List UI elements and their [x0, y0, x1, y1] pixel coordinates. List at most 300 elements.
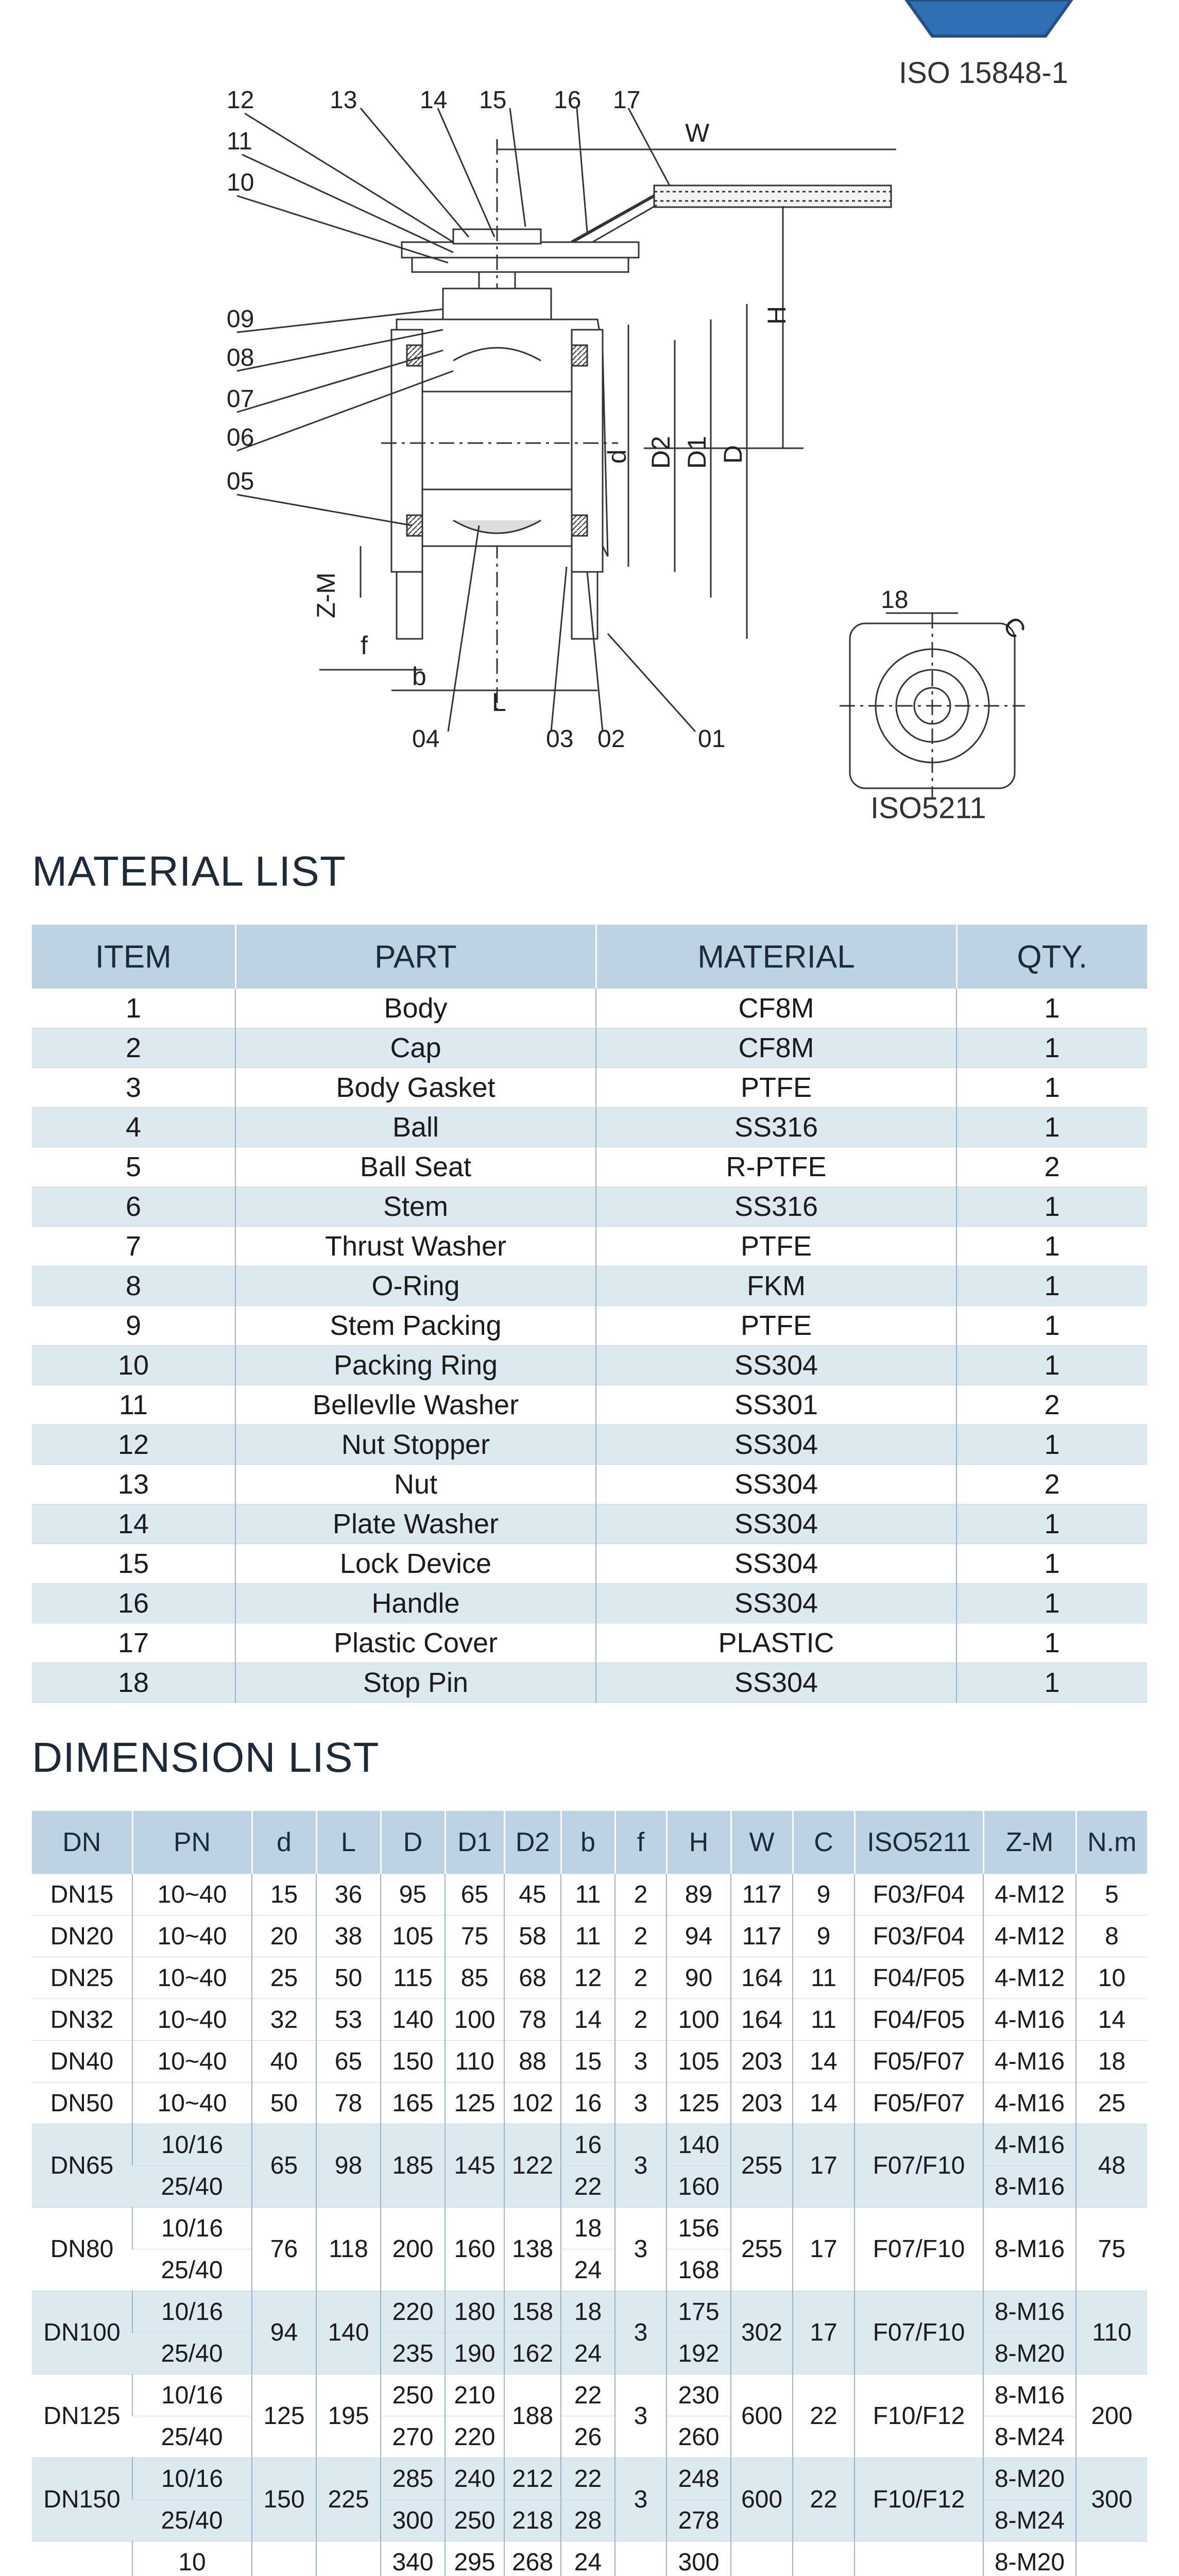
dim-b: b — [412, 662, 426, 691]
dimension-cell: 270 — [381, 2416, 445, 2458]
dimension-cell: 145 — [445, 2124, 504, 2208]
callout-02: 02 — [597, 725, 625, 753]
dimension-cell: 4-M16 — [983, 2124, 1076, 2166]
dimension-row — [32, 1999, 1147, 2041]
cell-qty: 1 — [956, 1108, 1147, 1147]
dimension-cell: 100 — [667, 1999, 731, 2041]
dimension-cell — [793, 2541, 855, 2576]
cell-qty: 2 — [956, 1147, 1147, 1187]
dimension-cell: 65 — [252, 2124, 316, 2208]
header-d2: D2 — [504, 1811, 561, 1874]
dimension-row — [32, 2541, 1147, 2576]
cell-material: SS304 — [596, 1663, 956, 1703]
material-row — [32, 1465, 1147, 1504]
dimension-cell: 4-M12 — [983, 1957, 1076, 1999]
dimension-cell: 190 — [445, 2333, 504, 2375]
dimension-cell: 140 — [381, 1999, 445, 2041]
material-row — [32, 1068, 1147, 1108]
cell-item: 1 — [32, 989, 235, 1028]
dimension-cell: 16 — [561, 2082, 615, 2124]
cell-part: Cap — [235, 1028, 596, 1068]
dimension-cell — [1076, 2541, 1147, 2576]
material-row — [32, 1108, 1147, 1147]
material-row — [32, 1425, 1147, 1465]
callout-13: 13 — [330, 87, 357, 114]
dimension-cell: 22 — [561, 2375, 615, 2416]
dimension-cell: F05/F07 — [855, 2082, 983, 2124]
cell-item: 14 — [32, 1504, 235, 1544]
dimension-cell: DN100 — [32, 2291, 132, 2375]
dimension-cell: F04/F05 — [855, 1999, 983, 2041]
dimension-cell: 268 — [504, 2541, 561, 2576]
dimension-cell: 17 — [793, 2291, 855, 2375]
dimension-cell: 125 — [252, 2375, 316, 2458]
dimension-cell: 4-M16 — [983, 2082, 1076, 2124]
material-row — [32, 1663, 1147, 1703]
cell-item: 15 — [32, 1544, 235, 1584]
dimension-cell: 105 — [381, 1916, 445, 1957]
dimension-cell: F07/F10 — [855, 2291, 983, 2375]
header-d: d — [252, 1811, 316, 1874]
dimension-cell: 8-M16 — [983, 2208, 1076, 2291]
dimension-cell: 8-M24 — [983, 2416, 1076, 2458]
dimension-cell: 300 — [1076, 2458, 1147, 2541]
dimension-cell — [316, 2541, 381, 2576]
header-dn: DN — [32, 1811, 132, 1874]
cell-qty: 1 — [956, 1306, 1147, 1346]
material-row — [32, 1306, 1147, 1346]
dimension-cell: 32 — [252, 1999, 316, 2041]
header-d: D — [381, 1811, 445, 1874]
dimension-cell: 125 — [445, 2082, 504, 2124]
dimension-cell: 2 — [615, 1957, 667, 1999]
callout-15: 15 — [479, 87, 507, 114]
dimension-row — [32, 2082, 1147, 2124]
cell-item: 13 — [32, 1465, 235, 1504]
dimension-cell: 248 — [667, 2458, 731, 2500]
cell-material: SS304 — [596, 1544, 956, 1584]
cell-qty: 1 — [956, 1266, 1147, 1306]
dimension-cell: F07/F10 — [855, 2208, 983, 2291]
cell-item: 2 — [32, 1028, 235, 1068]
dim-f: f — [361, 631, 368, 660]
header-part: PART — [235, 925, 596, 989]
dimension-cell: 278 — [667, 2500, 731, 2541]
dimension-cell: 95 — [381, 1874, 445, 1916]
material-row — [32, 1266, 1147, 1306]
valve-drawing — [0, 0, 1179, 835]
header-item: ITEM — [32, 925, 235, 989]
cell-part: Body Gasket — [235, 1068, 596, 1108]
dim-H: H — [762, 306, 791, 325]
cell-part: Plate Washer — [235, 1504, 596, 1544]
callout-01: 01 — [698, 725, 726, 753]
cell-material: PTFE — [596, 1306, 956, 1346]
dimension-cell: 90 — [667, 1957, 731, 1999]
cell-part: Packing Ring — [235, 1346, 596, 1385]
dim-ZM: Z-M — [312, 572, 340, 618]
dimension-cell: 10 — [1076, 1957, 1147, 1999]
callout-17: 17 — [613, 87, 641, 114]
cell-part: Nut Stopper — [235, 1425, 596, 1465]
dimension-cell: 14 — [793, 2041, 855, 2082]
iso-15848-label: ISO 15848-1 — [899, 56, 1068, 90]
dimension-cell: 200 — [381, 2208, 445, 2291]
dimension-cell: 36 — [316, 1874, 381, 1916]
dimension-cell: 10~40 — [132, 1999, 252, 2041]
material-header-row — [32, 925, 1147, 989]
dimension-cell: 10/16 — [132, 2375, 252, 2416]
dimension-cell: DN50 — [32, 2082, 132, 2124]
dimension-cell: F10/F12 — [855, 2375, 983, 2458]
header-zm: Z-M — [983, 1811, 1076, 1874]
material-row — [32, 1227, 1147, 1266]
dimension-cell: 8-M20 — [983, 2541, 1076, 2576]
dimension-cell: 17 — [793, 2124, 855, 2208]
header-pn: PN — [132, 1811, 252, 1874]
cell-part: Stop Pin — [235, 1663, 596, 1703]
dimension-cell: F10/F12 — [855, 2458, 983, 2541]
cell-item: 10 — [32, 1346, 235, 1385]
cell-material: PTFE — [596, 1068, 956, 1108]
material-row — [32, 1584, 1147, 1623]
dimension-cell: 10/16 — [132, 2458, 252, 2500]
cell-material: FKM — [596, 1266, 956, 1306]
callout-09: 09 — [227, 306, 254, 333]
dimension-cell: 12 — [561, 1957, 615, 1999]
material-row — [32, 1504, 1147, 1544]
dimension-cell: F07/F10 — [855, 2124, 983, 2208]
dimension-cell: 3 — [615, 2208, 667, 2291]
material-list-title: MATERIAL LIST — [32, 848, 346, 895]
dimension-cell — [32, 2541, 132, 2576]
cell-item: 4 — [32, 1108, 235, 1147]
dimension-cell: 94 — [667, 1916, 731, 1957]
dimension-cell: 110 — [445, 2041, 504, 2082]
dimension-table — [32, 1811, 1147, 2576]
dimension-cell: 75 — [445, 1916, 504, 1957]
dimension-cell: 150 — [381, 2041, 445, 2082]
dimension-cell: F05/F07 — [855, 2041, 983, 2082]
header-iso5211: ISO5211 — [855, 1811, 983, 1874]
dim-L: L — [492, 688, 506, 717]
dimension-cell: 117 — [731, 1874, 793, 1916]
dimension-cell: 188 — [504, 2375, 561, 2458]
dimension-cell: 17 — [793, 2208, 855, 2291]
cell-qty: 1 — [956, 1623, 1147, 1663]
dimension-cell: 45 — [504, 1874, 561, 1916]
dimension-cell: 156 — [667, 2208, 731, 2249]
material-row — [32, 1028, 1147, 1068]
dimension-cell: 25/40 — [132, 2416, 252, 2458]
dimension-cell: 24 — [561, 2541, 615, 2576]
cell-material: SS304 — [596, 1584, 956, 1623]
dimension-cell: 285 — [381, 2458, 445, 2500]
dimension-cell: 40 — [252, 2041, 316, 2082]
header-b: b — [561, 1811, 615, 1874]
cell-qty: 1 — [956, 1584, 1147, 1623]
dimension-cell: 4-M16 — [983, 2041, 1076, 2082]
dimension-cell: 28 — [561, 2500, 615, 2541]
dimension-cell — [615, 2541, 667, 2576]
dimension-cell: 110 — [1076, 2291, 1147, 2375]
material-row — [32, 1385, 1147, 1425]
dimension-cell: 160 — [445, 2208, 504, 2291]
dimension-cell: 8-M16 — [983, 2375, 1076, 2416]
dimension-cell: 22 — [561, 2166, 615, 2208]
dimension-cell: 100 — [445, 1999, 504, 2041]
header-l: L — [316, 1811, 381, 1874]
dimension-cell: 3 — [615, 2458, 667, 2541]
dimension-row — [32, 2375, 1147, 2416]
dimension-cell: 300 — [667, 2541, 731, 2576]
dimension-cell: 255 — [731, 2208, 793, 2291]
dimension-cell: 3 — [615, 2375, 667, 2458]
dimension-cell: 25/40 — [132, 2249, 252, 2291]
dimension-cell: 150 — [252, 2458, 316, 2541]
dimension-cell: 94 — [252, 2291, 316, 2375]
dimension-row — [32, 2124, 1147, 2166]
dimension-cell: 16 — [561, 2124, 615, 2166]
dimension-cell: 24 — [561, 2333, 615, 2375]
dimension-cell: 11 — [793, 1999, 855, 2041]
dimension-cell: 4-M12 — [983, 1874, 1076, 1916]
dimension-cell: 25/40 — [132, 2166, 252, 2208]
cell-part: Ball — [235, 1108, 596, 1147]
dimension-cell: 65 — [316, 2041, 381, 2082]
dimension-cell: 8 — [1076, 1916, 1147, 1957]
dimension-cell: 24 — [561, 2249, 615, 2291]
header-d1: D1 — [445, 1811, 504, 1874]
cell-qty: 1 — [956, 1544, 1147, 1584]
dimension-row — [32, 1957, 1147, 1999]
dimension-cell: 8-M24 — [983, 2500, 1076, 2541]
dimension-cell: 2 — [615, 1916, 667, 1957]
cell-material: SS304 — [596, 1465, 956, 1504]
dimension-cell: 88 — [504, 2041, 561, 2082]
dimension-cell: 68 — [504, 1957, 561, 1999]
dimension-cell: 48 — [1076, 2124, 1147, 2208]
dimension-cell: 78 — [504, 1999, 561, 2041]
dimension-row — [32, 1916, 1147, 1957]
cell-item: 8 — [32, 1266, 235, 1306]
cell-material: R-PTFE — [596, 1147, 956, 1187]
dimension-cell: 22 — [793, 2458, 855, 2541]
dimension-cell: 260 — [667, 2416, 731, 2458]
dimension-row — [32, 2208, 1147, 2249]
cell-qty: 1 — [956, 1504, 1147, 1544]
cell-material: PLASTIC — [596, 1623, 956, 1663]
dimension-cell: 220 — [445, 2416, 504, 2458]
dimension-row — [32, 2041, 1147, 2082]
dimension-cell: 203 — [731, 2041, 793, 2082]
dimension-cell: 15 — [561, 2041, 615, 2082]
dim-W: W — [685, 118, 710, 147]
dim-D2: D2 — [646, 436, 675, 469]
callout-14: 14 — [420, 87, 448, 114]
dimension-cell: 14 — [793, 2082, 855, 2124]
dimension-cell: 160 — [667, 2166, 731, 2208]
cell-part: Ball Seat — [235, 1147, 596, 1187]
dimension-cell: 165 — [381, 2082, 445, 2124]
iso-5211-label: ISO5211 — [870, 791, 986, 825]
dimension-cell: 75 — [1076, 2208, 1147, 2291]
dimension-cell: DN125 — [32, 2375, 132, 2458]
cell-part: Lock Device — [235, 1544, 596, 1584]
dimension-cell: 25/40 — [132, 2333, 252, 2375]
dimension-cell: DN32 — [32, 1999, 132, 2041]
dimension-cell: F04/F05 — [855, 1957, 983, 1999]
dimension-cell: 25/40 — [132, 2500, 252, 2541]
dimension-cell: 220 — [381, 2291, 445, 2333]
cell-item: 17 — [32, 1623, 235, 1663]
dimension-cell: 300 — [381, 2500, 445, 2541]
dimension-cell: 25 — [252, 1957, 316, 1999]
dimension-cell: DN40 — [32, 2041, 132, 2082]
cell-item: 6 — [32, 1187, 235, 1227]
dimension-cell: 125 — [667, 2082, 731, 2124]
dimension-cell: 162 — [504, 2333, 561, 2375]
callout-08: 08 — [227, 344, 254, 371]
dimension-cell: 10~40 — [132, 1916, 252, 1957]
dimension-cell: 250 — [445, 2500, 504, 2541]
dimension-cell: 18 — [1076, 2041, 1147, 2082]
dimension-cell: 10/16 — [132, 2208, 252, 2249]
dimension-cell: 102 — [504, 2082, 561, 2124]
material-row — [32, 989, 1147, 1028]
dimension-cell: 5 — [1076, 1874, 1147, 1916]
material-row — [32, 1147, 1147, 1187]
dimension-cell: 118 — [316, 2208, 381, 2291]
dimension-cell: 230 — [667, 2375, 731, 2416]
cell-material: CF8M — [596, 1028, 956, 1068]
cell-item: 9 — [32, 1306, 235, 1346]
dimension-cell: 2 — [615, 1999, 667, 2041]
dimension-cell: 295 — [445, 2541, 504, 2576]
cell-item: 7 — [32, 1227, 235, 1266]
dimension-cell: 210 — [445, 2375, 504, 2416]
cell-item: 3 — [32, 1068, 235, 1108]
callout-18: 18 — [881, 586, 909, 614]
cell-part: Plastic Cover — [235, 1623, 596, 1663]
dimension-cell: 10~40 — [132, 2082, 252, 2124]
callout-12: 12 — [227, 87, 254, 114]
cell-material: SS304 — [596, 1504, 956, 1544]
dimension-cell: 175 — [667, 2291, 731, 2333]
dimension-cell: 164 — [731, 1999, 793, 2041]
dimension-cell: 185 — [381, 2124, 445, 2208]
cell-material: SS304 — [596, 1425, 956, 1465]
dimension-cell: 10~40 — [132, 1957, 252, 1999]
material-row — [32, 1623, 1147, 1663]
dimension-cell: 600 — [731, 2458, 793, 2541]
dimension-cell: 138 — [504, 2208, 561, 2291]
dimension-cell: 18 — [561, 2208, 615, 2249]
dimension-cell: 85 — [445, 1957, 504, 1999]
callout-05: 05 — [227, 468, 254, 495]
header-c: C — [793, 1811, 855, 1874]
dimension-cell: 250 — [381, 2375, 445, 2416]
dimension-cell: 340 — [381, 2541, 445, 2576]
dim-C: C — [997, 611, 1032, 644]
dimension-cell: 98 — [316, 2124, 381, 2208]
dimension-cell: 168 — [667, 2249, 731, 2291]
dimension-row — [32, 1874, 1147, 1916]
header-w: W — [731, 1811, 793, 1874]
dimension-cell: 58 — [504, 1916, 561, 1957]
cell-material: SS316 — [596, 1187, 956, 1227]
cell-material: SS301 — [596, 1385, 956, 1425]
dimension-cell: F03/F04 — [855, 1874, 983, 1916]
dimension-cell: 20 — [252, 1916, 316, 1957]
header-h: H — [667, 1811, 731, 1874]
cell-item: 18 — [32, 1663, 235, 1703]
dimension-cell: 4-M16 — [983, 1999, 1076, 2041]
dimension-cell: 10/16 — [132, 2291, 252, 2333]
cell-qty: 1 — [956, 1187, 1147, 1227]
material-row — [32, 1346, 1147, 1385]
dimension-cell — [855, 2541, 983, 2576]
dimension-cell: 117 — [731, 1916, 793, 1957]
dimension-cell: 76 — [252, 2208, 316, 2291]
cell-material: SS316 — [596, 1108, 956, 1147]
cell-part: Handle — [235, 1584, 596, 1623]
dimension-cell: 158 — [504, 2291, 561, 2333]
cell-qty: 1 — [956, 1425, 1147, 1465]
dimension-cell: 18 — [561, 2291, 615, 2333]
callout-07: 07 — [227, 385, 254, 413]
dimension-cell: DN150 — [32, 2458, 132, 2541]
dimension-cell: 3 — [615, 2082, 667, 2124]
dimension-cell: 38 — [316, 1916, 381, 1957]
material-row — [32, 1187, 1147, 1227]
dimension-cell: 65 — [445, 1874, 504, 1916]
dim-D1: D1 — [682, 436, 711, 469]
dimension-cell: 164 — [731, 1957, 793, 1999]
dimension-cell: 50 — [252, 2082, 316, 2124]
dimension-cell: 122 — [504, 2124, 561, 2208]
cell-part: Nut — [235, 1465, 596, 1504]
dimension-cell: 140 — [667, 2124, 731, 2166]
dimension-cell: 10 — [132, 2541, 252, 2576]
dimension-cell: 600 — [731, 2375, 793, 2458]
dimension-cell: 4-M12 — [983, 1916, 1076, 1957]
dimension-cell: DN15 — [32, 1874, 132, 1916]
cell-part: Body — [235, 989, 596, 1028]
dimension-cell — [731, 2541, 793, 2576]
dimension-cell: 25 — [1076, 2082, 1147, 2124]
dimension-cell: 89 — [667, 1874, 731, 1916]
dim-D: D — [719, 445, 747, 464]
dimension-cell: 302 — [731, 2291, 793, 2375]
callout-11: 11 — [227, 128, 252, 155]
cell-part: Stem Packing — [235, 1306, 596, 1346]
iso-badge-icon — [907, 0, 1071, 36]
dimension-header-row — [32, 1811, 1147, 1874]
dimension-cell: 235 — [381, 2333, 445, 2375]
cell-item: 5 — [32, 1147, 235, 1187]
cell-qty: 1 — [956, 1663, 1147, 1703]
dimension-row — [32, 2291, 1147, 2333]
cell-qty: 1 — [956, 1068, 1147, 1108]
callout-04: 04 — [412, 725, 440, 753]
dimension-cell: DN25 — [32, 1957, 132, 1999]
dimension-cell: 3 — [615, 2041, 667, 2082]
dimension-cell: 22 — [561, 2458, 615, 2500]
dimension-cell: 240 — [445, 2458, 504, 2500]
dimension-row — [32, 2458, 1147, 2500]
dimension-cell: 14 — [1076, 1999, 1147, 2041]
